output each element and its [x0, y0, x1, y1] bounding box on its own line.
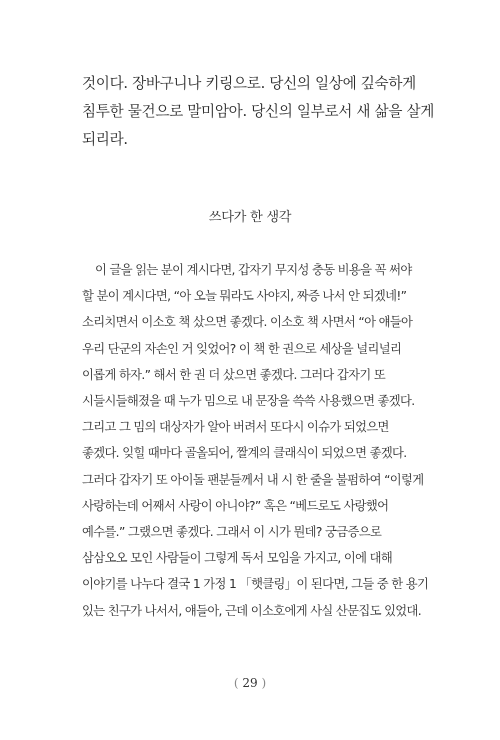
- page-number: [0, 676, 500, 690]
- essay-line: 우리 단군의 자손인 거 잊었어? 이 책 한 권으로 세상을 널리널리: [82, 341, 402, 356]
- essay-line: 있는 친구가 나서서, 얘들아, 근데 이소호에게 사실 산문집도 있었대.: [82, 603, 422, 618]
- poem-line: 것이다. 장바구니나 키링으로. 당신의 일상에 깊숙하게: [82, 75, 416, 92]
- section-title: 쓰다가 한 생각: [208, 210, 292, 225]
- poem-line: 침투한 물건으로 말미암아. 당신의 일부로서 새 삶을 살게: [82, 103, 435, 120]
- essay-line: 소리치면서 이소호 책 샀으면 좋겠다. 이소호 책 사면서 “아 얘들아: [82, 315, 413, 330]
- essay-line: 이롭게 하자.” 해서 한 권 더 샀으면 좋겠다. 그러다 갑자기 또: [82, 367, 386, 382]
- essay-body: [82, 257, 442, 624]
- essay-line: 시들시들해졌을 때 누가 밈으로 내 문장을 쓱쓱 사용했으면 좋겠다.: [82, 394, 415, 409]
- essay-line: 이야기를 나누다 결국 1 가정 1 「햇클링」이 된다면, 그들 중 한 용기: [82, 577, 429, 592]
- essay-line: 할 분이 계시다면, “아 오늘 뭐라도 사야지, 짜증 나서 안 되겠네!”: [82, 289, 407, 304]
- page-number-paren-open: (: [233, 676, 239, 690]
- essay-line: 사랑하는데 어째서 사랑이 아니야?” 혹은 “베드로도 사랑했어: [82, 498, 389, 513]
- poem-line: 되리라.: [82, 131, 128, 148]
- essay-line: 이 글을 읽는 분이 계시다면, 갑자기 무지성 충동 비용을 꼭 써야: [95, 263, 412, 277]
- essay-line: 그러다 갑자기 또 아이돌 팬분들께서 내 시 한 줄을 불펌하여 “이렇게: [82, 472, 424, 487]
- essay-line: 그리고 그 밈의 대상자가 알아 버려서 또다시 이슈가 되었으면: [82, 420, 389, 435]
- essay-line: 예수를.” 그랬으면 좋겠다. 그래서 이 시가 뭔데? 궁금증으로: [82, 525, 382, 540]
- essay-line: 삼삼오오 모인 사람들이 그렇게 독서 모임을 가지고, 이에 대해: [82, 551, 393, 566]
- page-number-value: 29: [242, 676, 258, 690]
- page-number-paren-close: ): [261, 676, 267, 690]
- essay-line: 좋겠다. 잊힐 때마다 골올되어, 짤계의 클래식이 되었으면 좋겠다.: [82, 446, 407, 461]
- poem-continuation: [82, 70, 452, 154]
